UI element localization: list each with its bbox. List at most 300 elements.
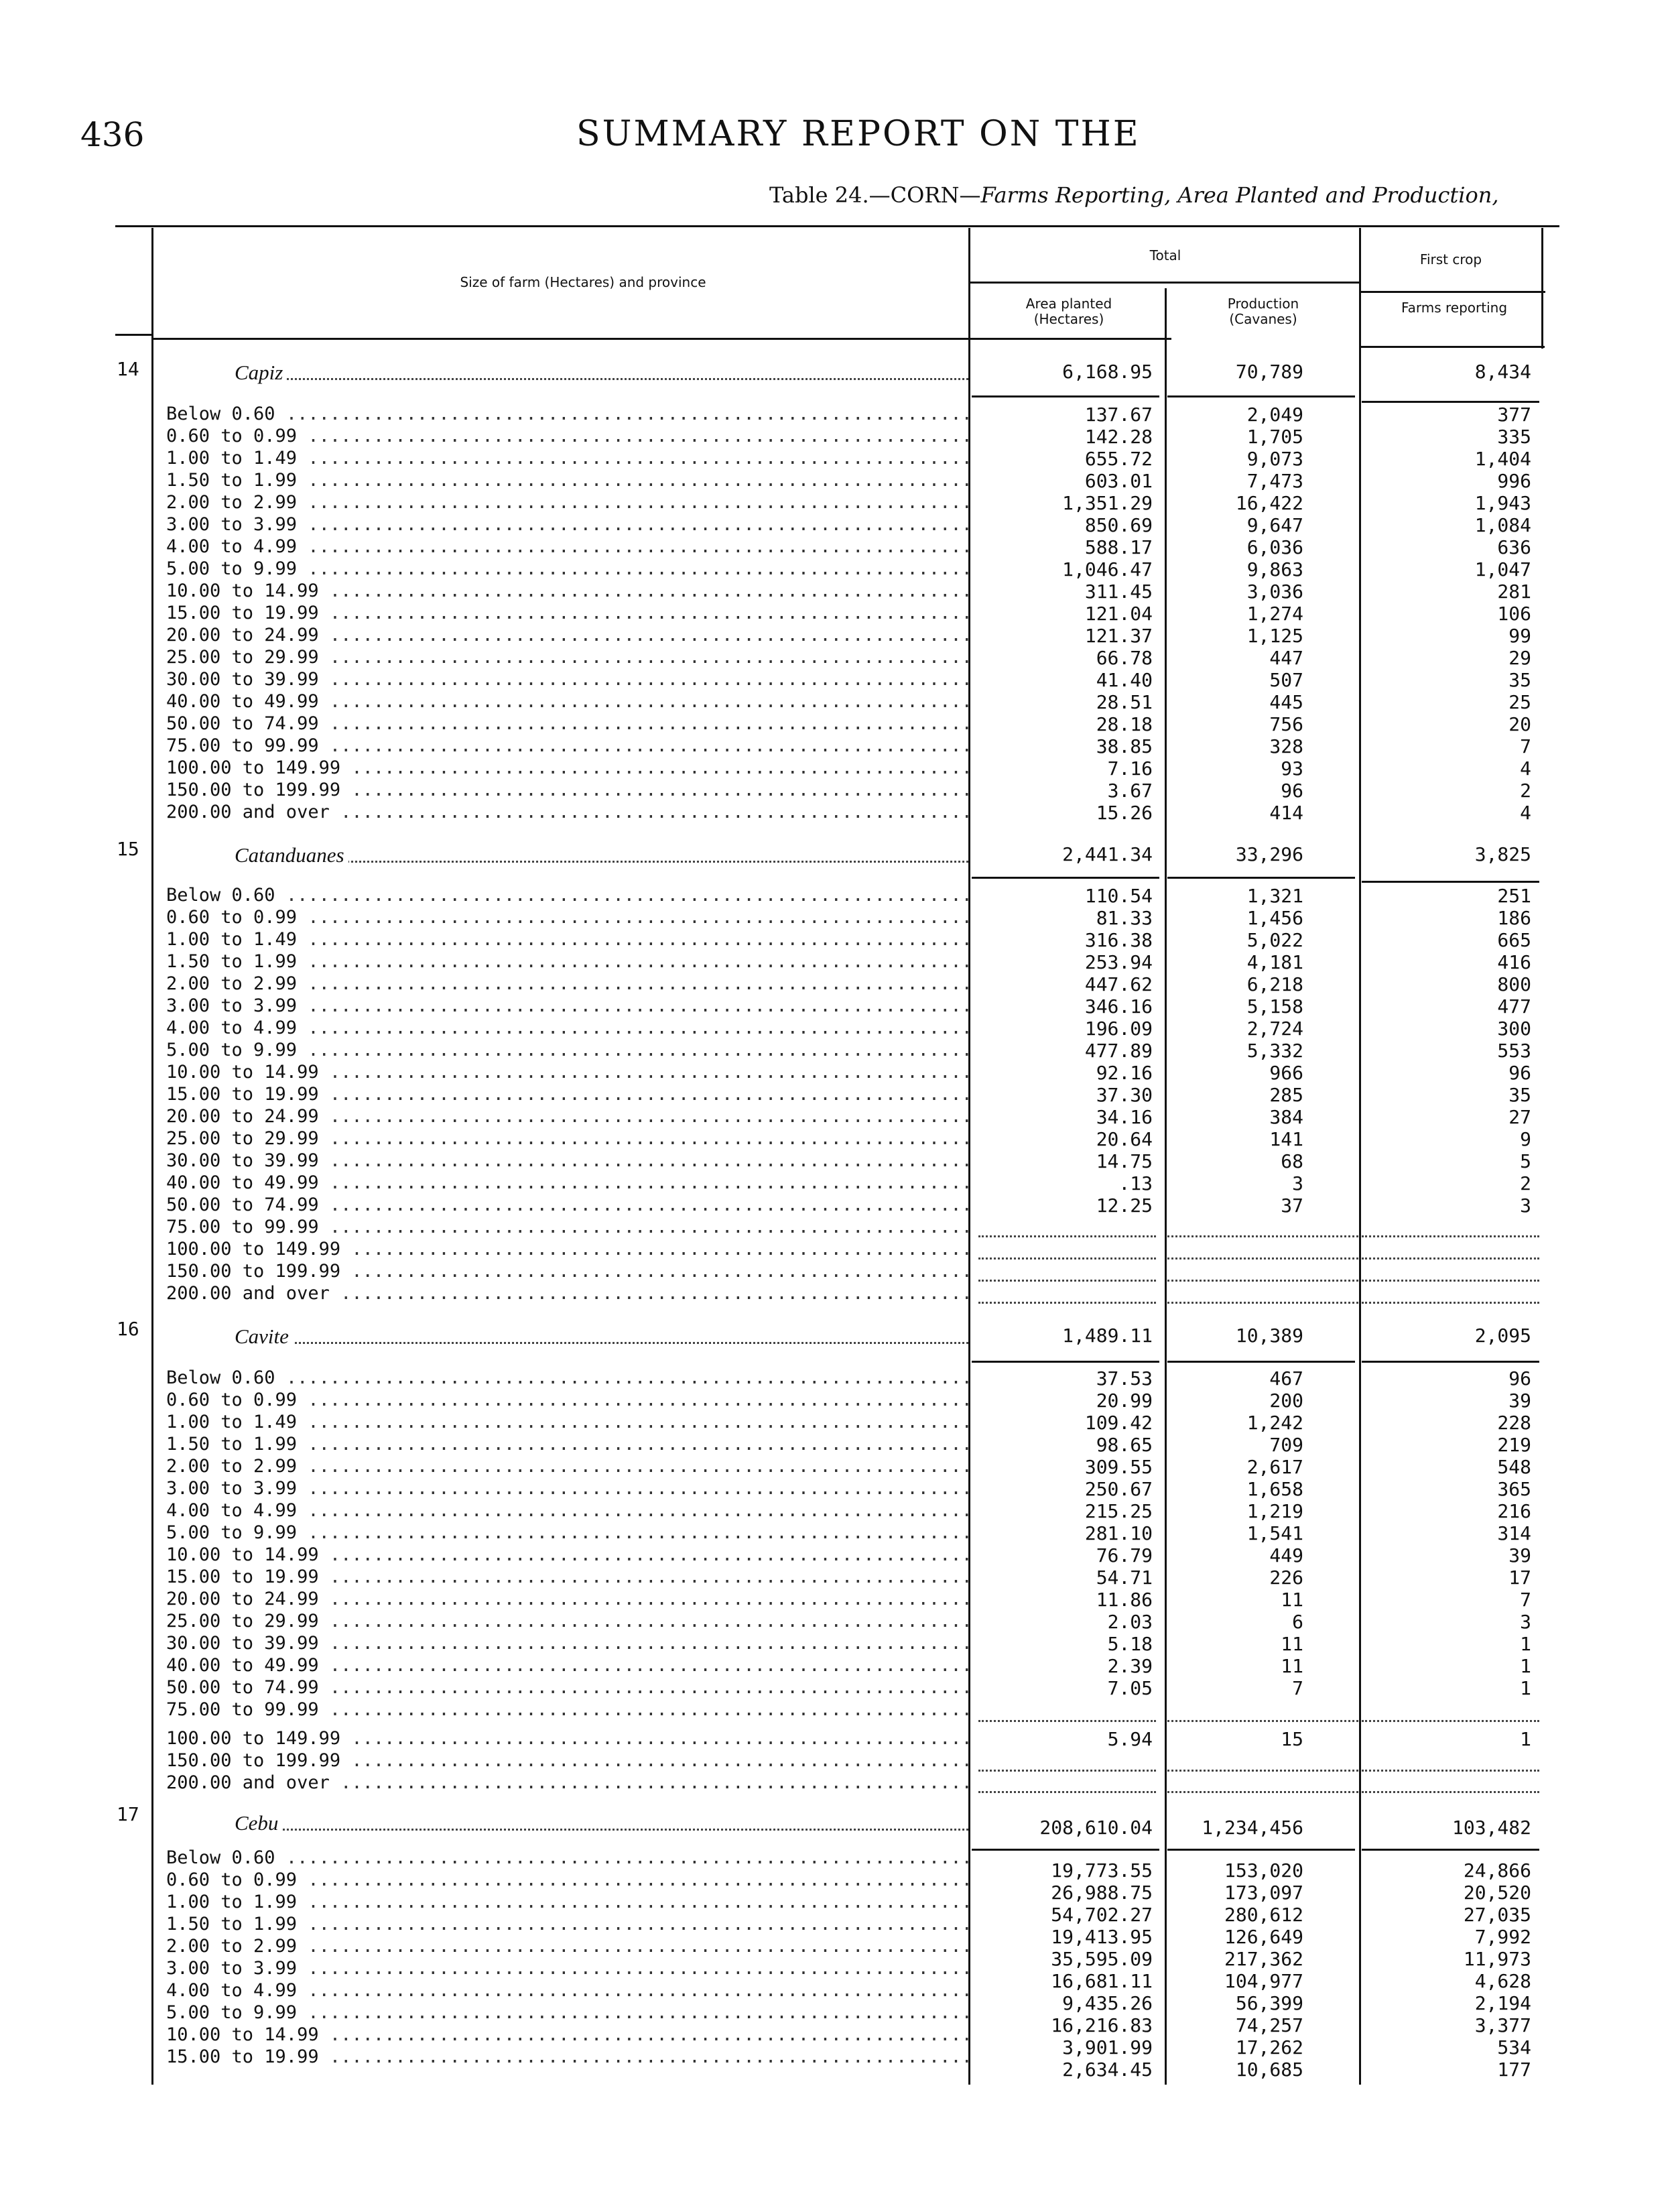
size-class: 3.00 to 3.99 ..... bbox=[166, 1958, 968, 1979]
stub-header: Size of farm (Hectares) and province bbox=[460, 274, 706, 290]
size-class: 200.00 and over ..... bbox=[166, 1772, 968, 1793]
farms-reporting: 281 bbox=[1497, 580, 1531, 603]
area-planted: 81.33 bbox=[1096, 907, 1153, 929]
production: 3,036 bbox=[1246, 580, 1303, 603]
page-number: 436 bbox=[80, 115, 145, 154]
production: 74,257 bbox=[1235, 2014, 1303, 2036]
area-planted: 121.37 bbox=[1084, 625, 1153, 647]
production: 11 bbox=[1281, 1655, 1303, 1677]
farms-reporting: 477 bbox=[1497, 995, 1531, 1018]
blank-entry bbox=[1167, 1235, 1358, 1237]
size-class: 40.00 to 49.99 ..... bbox=[166, 1172, 968, 1193]
size-class: 1.50 to 1.99 ..... bbox=[166, 951, 968, 972]
area-planted: 92.16 bbox=[1096, 1062, 1153, 1084]
size-class: 5.00 to 9.99 ..... bbox=[166, 2002, 968, 2023]
farms-reporting: 2 bbox=[1520, 780, 1531, 802]
production: 10,685 bbox=[1235, 2059, 1303, 2081]
production: 173,097 bbox=[1224, 1882, 1303, 1904]
total-production: 1,234,456 bbox=[1202, 1817, 1303, 1839]
total-area: 6,168.95 bbox=[1062, 361, 1153, 383]
farms-reporting: 1 bbox=[1520, 1677, 1531, 1699]
section-rule bbox=[1362, 1361, 1539, 1363]
area-planted: 9,435.26 bbox=[1062, 1992, 1153, 2014]
production: 447 bbox=[1269, 647, 1303, 669]
blank-entry bbox=[978, 1235, 1156, 1237]
blank-entry bbox=[1167, 1257, 1358, 1259]
size-class: Below 0.60 ..... bbox=[166, 404, 968, 424]
farms-reporting: 20,520 bbox=[1463, 1882, 1531, 1904]
farms-reporting: 7 bbox=[1520, 735, 1531, 757]
farms-reporting: 7 bbox=[1520, 1589, 1531, 1611]
total-area: 2,441.34 bbox=[1062, 843, 1153, 865]
blank-entry bbox=[978, 1257, 1156, 1259]
production: 68 bbox=[1281, 1150, 1303, 1172]
total-area: 208,610.04 bbox=[1039, 1817, 1153, 1839]
total-farms: 103,482 bbox=[1452, 1817, 1531, 1839]
production: 414 bbox=[1269, 802, 1303, 824]
size-class: 3.00 to 3.99 ..... bbox=[166, 1478, 968, 1499]
production: 1,705 bbox=[1246, 426, 1303, 448]
production: 3 bbox=[1292, 1172, 1303, 1194]
production: 6 bbox=[1292, 1611, 1303, 1633]
size-class: 1.50 to 1.99 ..... bbox=[166, 1434, 968, 1455]
size-class: Below 0.60 ..... bbox=[166, 1367, 968, 1388]
total-header: Total bbox=[1149, 247, 1181, 263]
farms-reporting: 665 bbox=[1497, 929, 1531, 951]
farms-reporting: 39 bbox=[1508, 1544, 1531, 1566]
area-planted: 5.18 bbox=[1107, 1633, 1153, 1655]
area-planted: 281.10 bbox=[1084, 1522, 1153, 1544]
size-class: 75.00 to 99.99 ..... bbox=[166, 1699, 968, 1720]
area-planted: 253.94 bbox=[1084, 951, 1153, 973]
farms-reporting: 2 bbox=[1520, 1172, 1531, 1194]
farms-reporting: 4 bbox=[1520, 802, 1531, 824]
production: 1,658 bbox=[1246, 1478, 1303, 1500]
size-class: 3.00 to 3.99 ..... bbox=[166, 995, 968, 1016]
production: 153,020 bbox=[1224, 1859, 1303, 1882]
area-planted: 3.67 bbox=[1107, 780, 1153, 802]
production: 9,073 bbox=[1246, 448, 1303, 470]
province-name: Cebu bbox=[235, 1811, 968, 1835]
size-class: 2.00 to 2.99 ..... bbox=[166, 973, 968, 994]
production: 11 bbox=[1281, 1633, 1303, 1655]
area-planted: 309.55 bbox=[1084, 1456, 1153, 1478]
size-class: 100.00 to 149.99 ..... bbox=[166, 1239, 968, 1259]
area-planted: 588.17 bbox=[1084, 536, 1153, 558]
area-planted: 3,901.99 bbox=[1062, 2036, 1153, 2059]
size-class: 15.00 to 19.99 ..... bbox=[166, 2046, 968, 2067]
province-name: Capiz bbox=[235, 361, 968, 385]
farms-reporting: 17 bbox=[1508, 1566, 1531, 1589]
size-class: 50.00 to 74.99 ..... bbox=[166, 713, 968, 734]
production: 5,332 bbox=[1246, 1040, 1303, 1062]
section-rule bbox=[1167, 1849, 1355, 1851]
area-planted: 603.01 bbox=[1084, 470, 1153, 492]
size-class: 2.00 to 2.99 ..... bbox=[166, 492, 968, 513]
production: 709 bbox=[1269, 1434, 1303, 1456]
section-rule bbox=[1362, 881, 1539, 883]
section-rule bbox=[1167, 877, 1355, 879]
production: 966 bbox=[1269, 1062, 1303, 1084]
production: 9,647 bbox=[1246, 514, 1303, 536]
area-planted: 142.28 bbox=[1084, 426, 1153, 448]
firstcrop-underline bbox=[1359, 291, 1545, 293]
production: 56,399 bbox=[1235, 1992, 1303, 2014]
farms-reporting: 314 bbox=[1497, 1522, 1531, 1544]
area-planted: 110.54 bbox=[1084, 885, 1153, 907]
size-class: Below 0.60 ..... bbox=[166, 1847, 968, 1868]
area-production-rule bbox=[1165, 288, 1167, 2085]
production: 5,158 bbox=[1246, 995, 1303, 1018]
area-planted: 37.30 bbox=[1096, 1084, 1153, 1106]
farms-reporting: 106 bbox=[1497, 603, 1531, 625]
area-planted: 477.89 bbox=[1084, 1040, 1153, 1062]
area-planted: 1,351.29 bbox=[1062, 492, 1153, 514]
size-class: 200.00 and over ..... bbox=[166, 1283, 968, 1304]
total-area: 1,489.11 bbox=[1062, 1325, 1153, 1347]
production: 384 bbox=[1269, 1106, 1303, 1128]
area-planted-header: Area planted (Hectares) bbox=[1025, 296, 1112, 327]
size-class: 10.00 to 14.99 ..... bbox=[166, 2024, 968, 2045]
area-planted: 2.39 bbox=[1107, 1655, 1153, 1677]
size-class: 4.00 to 4.99 ..... bbox=[166, 536, 968, 557]
area-planted: 54,702.27 bbox=[1051, 1904, 1153, 1926]
farms-reporting: 534 bbox=[1497, 2036, 1531, 2059]
farms-reporting: 7,992 bbox=[1474, 1926, 1531, 1948]
area-planted: 447.62 bbox=[1084, 973, 1153, 995]
farms-reporting: 300 bbox=[1497, 1018, 1531, 1040]
blank-entry bbox=[1362, 1770, 1539, 1772]
size-class: 10.00 to 14.99 ..... bbox=[166, 580, 968, 601]
size-class: 1.00 to 1.49 ..... bbox=[166, 1412, 968, 1432]
blank-entry bbox=[1362, 1280, 1539, 1282]
area-planted: 215.25 bbox=[1084, 1500, 1153, 1522]
section-rule bbox=[1362, 401, 1539, 403]
size-class: 150.00 to 199.99 ..... bbox=[166, 1261, 968, 1282]
area-planted: 19,413.95 bbox=[1051, 1926, 1153, 1948]
area-planted: 196.09 bbox=[1084, 1018, 1153, 1040]
right-rule bbox=[1541, 228, 1543, 349]
area-planted: 250.67 bbox=[1084, 1478, 1153, 1500]
area-planted: 19,773.55 bbox=[1051, 1859, 1153, 1882]
farms-reporting-header: Farms reporting bbox=[1401, 300, 1508, 316]
farms-reporting: 416 bbox=[1497, 951, 1531, 973]
production: 445 bbox=[1269, 691, 1303, 713]
size-class: 100.00 to 149.99 ..... bbox=[166, 1728, 968, 1749]
province-name: Cavite bbox=[235, 1325, 968, 1349]
farms-reporting: 27 bbox=[1508, 1106, 1531, 1128]
size-class: Below 0.60 ..... bbox=[166, 885, 968, 906]
blank-entry bbox=[1167, 1770, 1358, 1772]
total-production: 33,296 bbox=[1235, 843, 1303, 865]
top-rule bbox=[115, 225, 1559, 227]
farms-reporting: 99 bbox=[1508, 625, 1531, 647]
farms-reporting: 1,084 bbox=[1474, 514, 1531, 536]
production: 285 bbox=[1269, 1084, 1303, 1106]
farms-reporting: 553 bbox=[1497, 1040, 1531, 1062]
size-class: 4.00 to 4.99 ..... bbox=[166, 1980, 968, 2001]
farms-reporting: 636 bbox=[1497, 536, 1531, 558]
area-planted: 98.65 bbox=[1096, 1434, 1153, 1456]
area-planted: 15.26 bbox=[1096, 802, 1153, 824]
farms-reporting: 39 bbox=[1508, 1390, 1531, 1412]
farms-reporting: 96 bbox=[1508, 1062, 1531, 1084]
size-class: 4.00 to 4.99 ..... bbox=[166, 1018, 968, 1038]
size-class: 4.00 to 4.99 ..... bbox=[166, 1500, 968, 1521]
area-planted: 1,046.47 bbox=[1062, 558, 1153, 580]
total-production: 10,389 bbox=[1235, 1325, 1303, 1347]
size-class: 1.00 to 1.49 ..... bbox=[166, 929, 968, 950]
blank-entry bbox=[978, 1720, 1156, 1722]
farms-reporting: 1 bbox=[1520, 1633, 1531, 1655]
area-planted: 2,634.45 bbox=[1062, 2059, 1153, 2081]
production-header: Production (Cavanes) bbox=[1227, 296, 1299, 327]
size-class: 20.00 to 24.99 ..... bbox=[166, 625, 968, 646]
blank-entry bbox=[978, 1280, 1156, 1282]
area-planted: 311.45 bbox=[1084, 580, 1153, 603]
size-class: 200.00 and over ..... bbox=[166, 802, 968, 822]
blank-entry bbox=[1362, 1302, 1539, 1304]
production: 1,219 bbox=[1246, 1500, 1303, 1522]
farms-reporting: 29 bbox=[1508, 647, 1531, 669]
area-planted: 16,681.11 bbox=[1051, 1970, 1153, 1992]
production: 1,321 bbox=[1246, 885, 1303, 907]
blank-entry bbox=[978, 1302, 1156, 1304]
production: 6,036 bbox=[1246, 536, 1303, 558]
area-planted: 7.05 bbox=[1107, 1677, 1153, 1699]
table-caption bbox=[769, 182, 1499, 208]
province-number: 17 bbox=[117, 1803, 139, 1825]
production: 93 bbox=[1281, 757, 1303, 780]
size-class: 150.00 to 199.99 ..... bbox=[166, 780, 968, 800]
blank-entry bbox=[1362, 1257, 1539, 1259]
size-class: 30.00 to 39.99 ..... bbox=[166, 1150, 968, 1171]
production: 200 bbox=[1269, 1390, 1303, 1412]
size-class: 50.00 to 74.99 ..... bbox=[166, 1194, 968, 1215]
size-class: 0.60 to 0.99 ..... bbox=[166, 1390, 968, 1410]
production: 1,125 bbox=[1246, 625, 1303, 647]
production: 1,274 bbox=[1246, 603, 1303, 625]
size-class: 5.00 to 9.99 ..... bbox=[166, 1522, 968, 1543]
farms-reporting: 35 bbox=[1508, 1084, 1531, 1106]
caption-lead: Table 24.—CORN— bbox=[769, 182, 981, 208]
farms-reporting: 24,866 bbox=[1463, 1859, 1531, 1882]
total-production: 70,789 bbox=[1235, 361, 1303, 383]
header-bottom-rule-right bbox=[1360, 346, 1545, 348]
production: 126,649 bbox=[1224, 1926, 1303, 1948]
area-planted: 54.71 bbox=[1096, 1566, 1153, 1589]
production: 11 bbox=[1281, 1589, 1303, 1611]
production: 2,724 bbox=[1246, 1018, 1303, 1040]
farms-reporting: 2,194 bbox=[1474, 1992, 1531, 2014]
section-rule bbox=[972, 1849, 1159, 1851]
farms-reporting: 1,404 bbox=[1474, 448, 1531, 470]
header-bottom-rule-main bbox=[153, 338, 1171, 340]
size-class: 0.60 to 0.99 ..... bbox=[166, 1869, 968, 1890]
blank-entry bbox=[1362, 1720, 1539, 1722]
blank-entry bbox=[1167, 1302, 1358, 1304]
size-class: 2.00 to 2.99 ..... bbox=[166, 1456, 968, 1477]
blank-entry bbox=[1362, 1791, 1539, 1793]
farms-reporting: 4 bbox=[1520, 757, 1531, 780]
production: 37 bbox=[1281, 1194, 1303, 1217]
area-planted: 41.40 bbox=[1096, 669, 1153, 691]
size-class: 1.00 to 1.99 ..... bbox=[166, 1892, 968, 1912]
area-planted: 137.67 bbox=[1084, 404, 1153, 426]
section-rule bbox=[972, 395, 1159, 397]
farms-reporting: 9 bbox=[1520, 1128, 1531, 1150]
production: 15 bbox=[1281, 1728, 1303, 1750]
area-planted: 20.64 bbox=[1096, 1128, 1153, 1150]
size-class: 50.00 to 74.99 ..... bbox=[166, 1677, 968, 1698]
production: 1,456 bbox=[1246, 907, 1303, 929]
farms-reporting: 548 bbox=[1497, 1456, 1531, 1478]
area-planted: 76.79 bbox=[1096, 1544, 1153, 1566]
area-planted: 26,988.75 bbox=[1051, 1882, 1153, 1904]
production: 7 bbox=[1292, 1677, 1303, 1699]
farms-reporting: 20 bbox=[1508, 713, 1531, 735]
section-rule bbox=[1362, 1849, 1539, 1851]
section-rule bbox=[1167, 1361, 1355, 1363]
production: 328 bbox=[1269, 735, 1303, 757]
area-planted: 109.42 bbox=[1084, 1412, 1153, 1434]
stub-rule bbox=[151, 228, 153, 2085]
farms-reporting: 4,628 bbox=[1474, 1970, 1531, 1992]
farms-reporting: 5 bbox=[1520, 1150, 1531, 1172]
section-rule bbox=[972, 1361, 1159, 1363]
area-planted: 655.72 bbox=[1084, 448, 1153, 470]
production: 467 bbox=[1269, 1367, 1303, 1390]
blank-entry bbox=[978, 1770, 1156, 1772]
farms-reporting: 3 bbox=[1520, 1194, 1531, 1217]
province-name: Catanduanes bbox=[235, 843, 968, 867]
size-class: 100.00 to 149.99 ..... bbox=[166, 757, 968, 778]
section-rule bbox=[972, 877, 1159, 879]
section-rule bbox=[1167, 395, 1355, 397]
production: 16,422 bbox=[1235, 492, 1303, 514]
area-planted: 37.53 bbox=[1096, 1367, 1153, 1390]
size-class: 10.00 to 14.99 ..... bbox=[166, 1062, 968, 1083]
first-crop-header: First crop bbox=[1419, 251, 1482, 267]
blank-entry bbox=[1362, 1235, 1539, 1237]
area-planted: 12.25 bbox=[1096, 1194, 1153, 1217]
area-planted: 35,595.09 bbox=[1051, 1948, 1153, 1970]
area-planted: 316.38 bbox=[1084, 929, 1153, 951]
size-class: 1.50 to 1.99 ..... bbox=[166, 470, 968, 491]
production: 226 bbox=[1269, 1566, 1303, 1589]
area-planted: 66.78 bbox=[1096, 647, 1153, 669]
size-class: 10.00 to 14.99 ..... bbox=[166, 1544, 968, 1565]
province-number: 14 bbox=[117, 358, 139, 380]
farms-reporting: 3 bbox=[1520, 1611, 1531, 1633]
area-planted: 7.16 bbox=[1107, 757, 1153, 780]
farms-reporting: 3,377 bbox=[1474, 2014, 1531, 2036]
area-planted: 2.03 bbox=[1107, 1611, 1153, 1633]
area-planted: 28.51 bbox=[1096, 691, 1153, 713]
blank-entry bbox=[1167, 1720, 1358, 1722]
farms-reporting: 216 bbox=[1497, 1500, 1531, 1522]
area-planted: 38.85 bbox=[1096, 735, 1153, 757]
area-planted: 34.16 bbox=[1096, 1106, 1153, 1128]
area-planted: 11.86 bbox=[1096, 1589, 1153, 1611]
size-class: 0.60 to 0.99 ..... bbox=[166, 907, 968, 928]
header-bottom-rule bbox=[115, 334, 152, 336]
caption-body: Farms Reporting, Area Planted and Production, bbox=[980, 182, 1499, 208]
size-class: 75.00 to 99.99 ..... bbox=[166, 735, 968, 756]
production: 2,049 bbox=[1246, 404, 1303, 426]
production: 1,541 bbox=[1246, 1522, 1303, 1544]
size-class: 40.00 to 49.99 ..... bbox=[166, 691, 968, 712]
farms-reporting: 1,047 bbox=[1474, 558, 1531, 580]
size-class: 5.00 to 9.99 ..... bbox=[166, 1040, 968, 1060]
size-class: 1.00 to 1.49 ..... bbox=[166, 448, 968, 469]
production: 2,617 bbox=[1246, 1456, 1303, 1478]
farms-reporting: 96 bbox=[1508, 1367, 1531, 1390]
farms-reporting: 377 bbox=[1497, 404, 1531, 426]
total-farms: 3,825 bbox=[1474, 843, 1531, 865]
farms-reporting: 27,035 bbox=[1463, 1904, 1531, 1926]
size-class: 20.00 to 24.99 ..... bbox=[166, 1106, 968, 1127]
production: 96 bbox=[1281, 780, 1303, 802]
province-number: 15 bbox=[117, 838, 139, 860]
size-class: 40.00 to 49.99 ..... bbox=[166, 1655, 968, 1676]
production: 104,977 bbox=[1224, 1970, 1303, 1992]
farms-reporting: 1 bbox=[1520, 1728, 1531, 1750]
blank-entry bbox=[1167, 1791, 1358, 1793]
farms-reporting: 996 bbox=[1497, 470, 1531, 492]
production: 6,218 bbox=[1246, 973, 1303, 995]
blank-entry bbox=[1167, 1280, 1358, 1282]
production: 217,362 bbox=[1224, 1948, 1303, 1970]
production: 9,863 bbox=[1246, 558, 1303, 580]
size-class: 75.00 to 99.99 ..... bbox=[166, 1217, 968, 1237]
running-head: SUMMARY REPORT ON THE bbox=[576, 114, 1141, 154]
size-class: 3.00 to 3.99 ..... bbox=[166, 514, 968, 535]
size-class: 1.50 to 1.99 ..... bbox=[166, 1914, 968, 1934]
area-planted: 121.04 bbox=[1084, 603, 1153, 625]
size-class: 0.60 to 0.99 ..... bbox=[166, 426, 968, 446]
size-class: 15.00 to 19.99 ..... bbox=[166, 603, 968, 623]
production: 280,612 bbox=[1224, 1904, 1303, 1926]
farms-reporting: 186 bbox=[1497, 907, 1531, 929]
farms-reporting: 35 bbox=[1508, 669, 1531, 691]
farms-reporting: 228 bbox=[1497, 1412, 1531, 1434]
area-planted: 16,216.83 bbox=[1051, 2014, 1153, 2036]
size-class: 30.00 to 39.99 ..... bbox=[166, 1633, 968, 1654]
area-planted: .13 bbox=[1118, 1172, 1153, 1194]
total-left-rule bbox=[968, 228, 970, 2085]
total-underline bbox=[968, 282, 1360, 284]
farms-reporting: 365 bbox=[1497, 1478, 1531, 1500]
production: 4,181 bbox=[1246, 951, 1303, 973]
size-class: 5.00 to 9.99 ..... bbox=[166, 558, 968, 579]
area-planted: 28.18 bbox=[1096, 713, 1153, 735]
farms-reporting: 335 bbox=[1497, 426, 1531, 448]
size-class: 25.00 to 29.99 ..... bbox=[166, 1611, 968, 1632]
farms-reporting: 177 bbox=[1497, 2059, 1531, 2081]
size-class: 150.00 to 199.99 ..... bbox=[166, 1750, 968, 1771]
area-planted: 850.69 bbox=[1084, 514, 1153, 536]
size-class: 2.00 to 2.99 ..... bbox=[166, 1936, 968, 1957]
production: 1,242 bbox=[1246, 1412, 1303, 1434]
production: 17,262 bbox=[1235, 2036, 1303, 2059]
farms-reporting: 800 bbox=[1497, 973, 1531, 995]
total-farms: 2,095 bbox=[1474, 1325, 1531, 1347]
area-planted: 14.75 bbox=[1096, 1150, 1153, 1172]
area-planted: 5.94 bbox=[1107, 1728, 1153, 1750]
farms-reporting: 25 bbox=[1508, 691, 1531, 713]
production: 756 bbox=[1269, 713, 1303, 735]
